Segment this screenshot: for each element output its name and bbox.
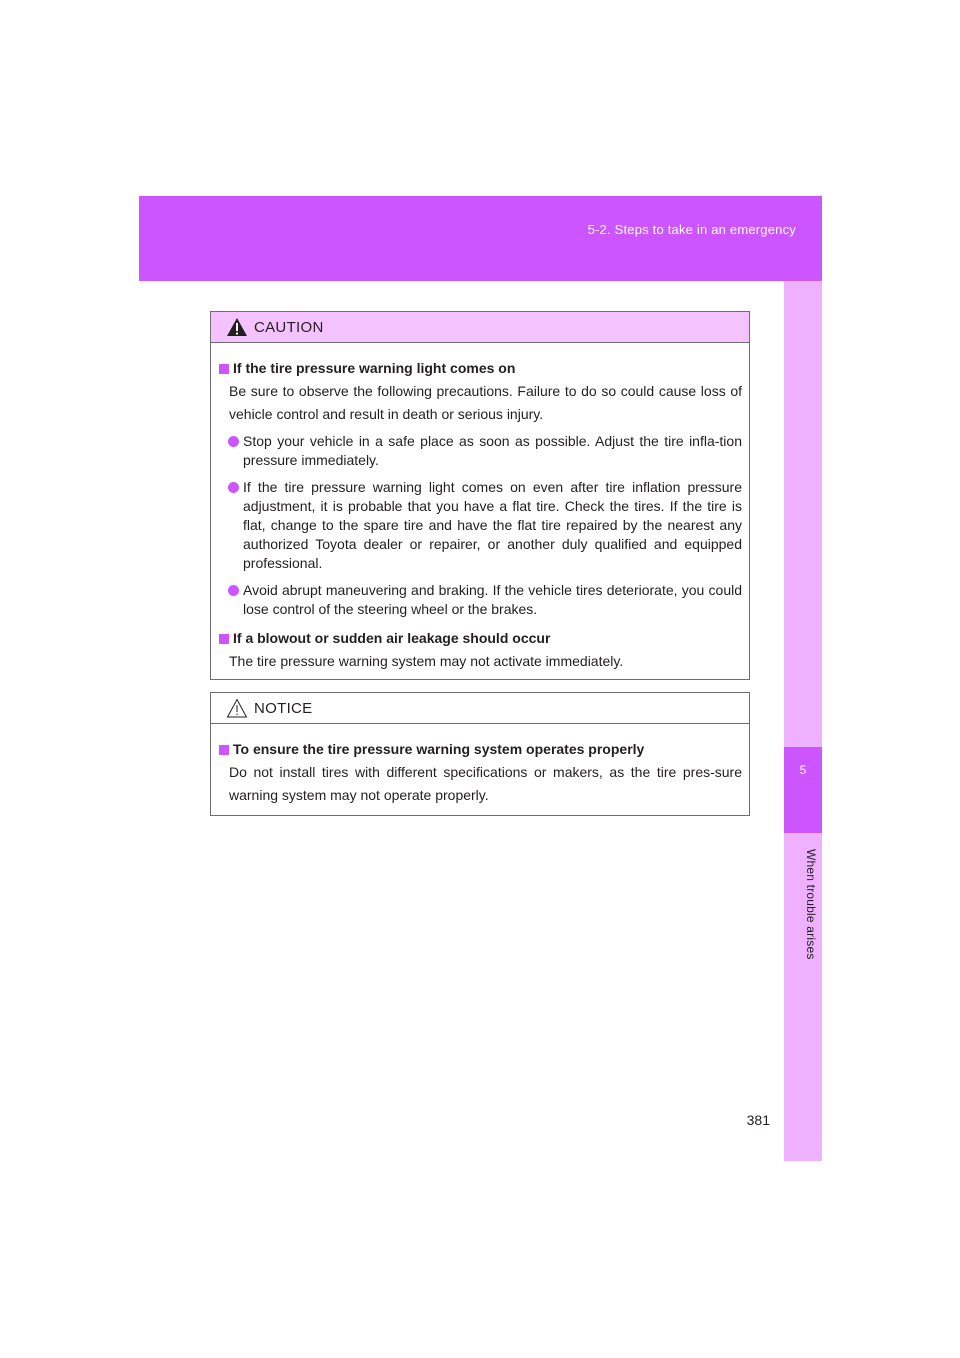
side-tab [784,281,822,1161]
caution-box [210,311,750,680]
header-band [139,196,822,281]
section-text: Do not install tires with different specifications or makers, as the tire pres-sure warning system may not operate properly. [229,764,742,803]
notice-box [210,692,750,816]
circle-bullet-icon [228,585,239,596]
notice-label: NOTICE [254,700,313,717]
warning-triangle-icon [226,698,248,718]
chapter-box [784,747,822,833]
warning-triangle-icon [226,317,248,337]
caution-label: CAUTION [254,319,324,336]
notice-body [211,724,749,827]
section-text: The tire pressure warning system may not activate immediately. [229,653,624,669]
circle-bullet-icon [228,436,239,447]
bullet-item: Stop your vehicle in a safe place as soon as possible. Adjust the tire infla-tion pressure immediately. [218,432,742,470]
section-title: 5-2. Steps to take in an emergency [587,222,796,237]
caution-body [211,343,749,693]
chapter-title: When trouble arises [804,849,818,960]
chapter-number: 5 [799,763,807,777]
section-heading: If the tire pressure warning light comes on [218,357,742,380]
bullet-item: Avoid abrupt maneuvering and braking. If the vehicle tires deteriorate, you could lose control of the steering wheel or the brakes. [218,581,742,619]
square-bullet-icon [219,745,229,755]
caution-header [211,312,749,343]
page-number: 381 [746,1112,770,1128]
bullet-item: If the tire pressure warning light comes on even after tire inflation pressure adjustment, it is probable that you have a flat tire. Check the tires. If the tire is flat, change to the spare tire and have the flat tire repaired by the nearest any authorized Toyota dealer or repairer, or another duly qualified and equipped professional. [218,478,742,573]
circle-bullet-icon [228,482,239,493]
section-heading: If a blowout or sudden air leakage should occur [218,627,742,650]
section-heading: To ensure the tire pressure warning system operates properly [218,738,742,761]
square-bullet-icon [219,364,229,374]
notice-header [211,693,749,724]
square-bullet-icon [219,634,229,644]
section-text: Be sure to observe the following precautions. Failure to do so could cause loss of vehicle control and result in death or serious injury. [229,383,742,422]
